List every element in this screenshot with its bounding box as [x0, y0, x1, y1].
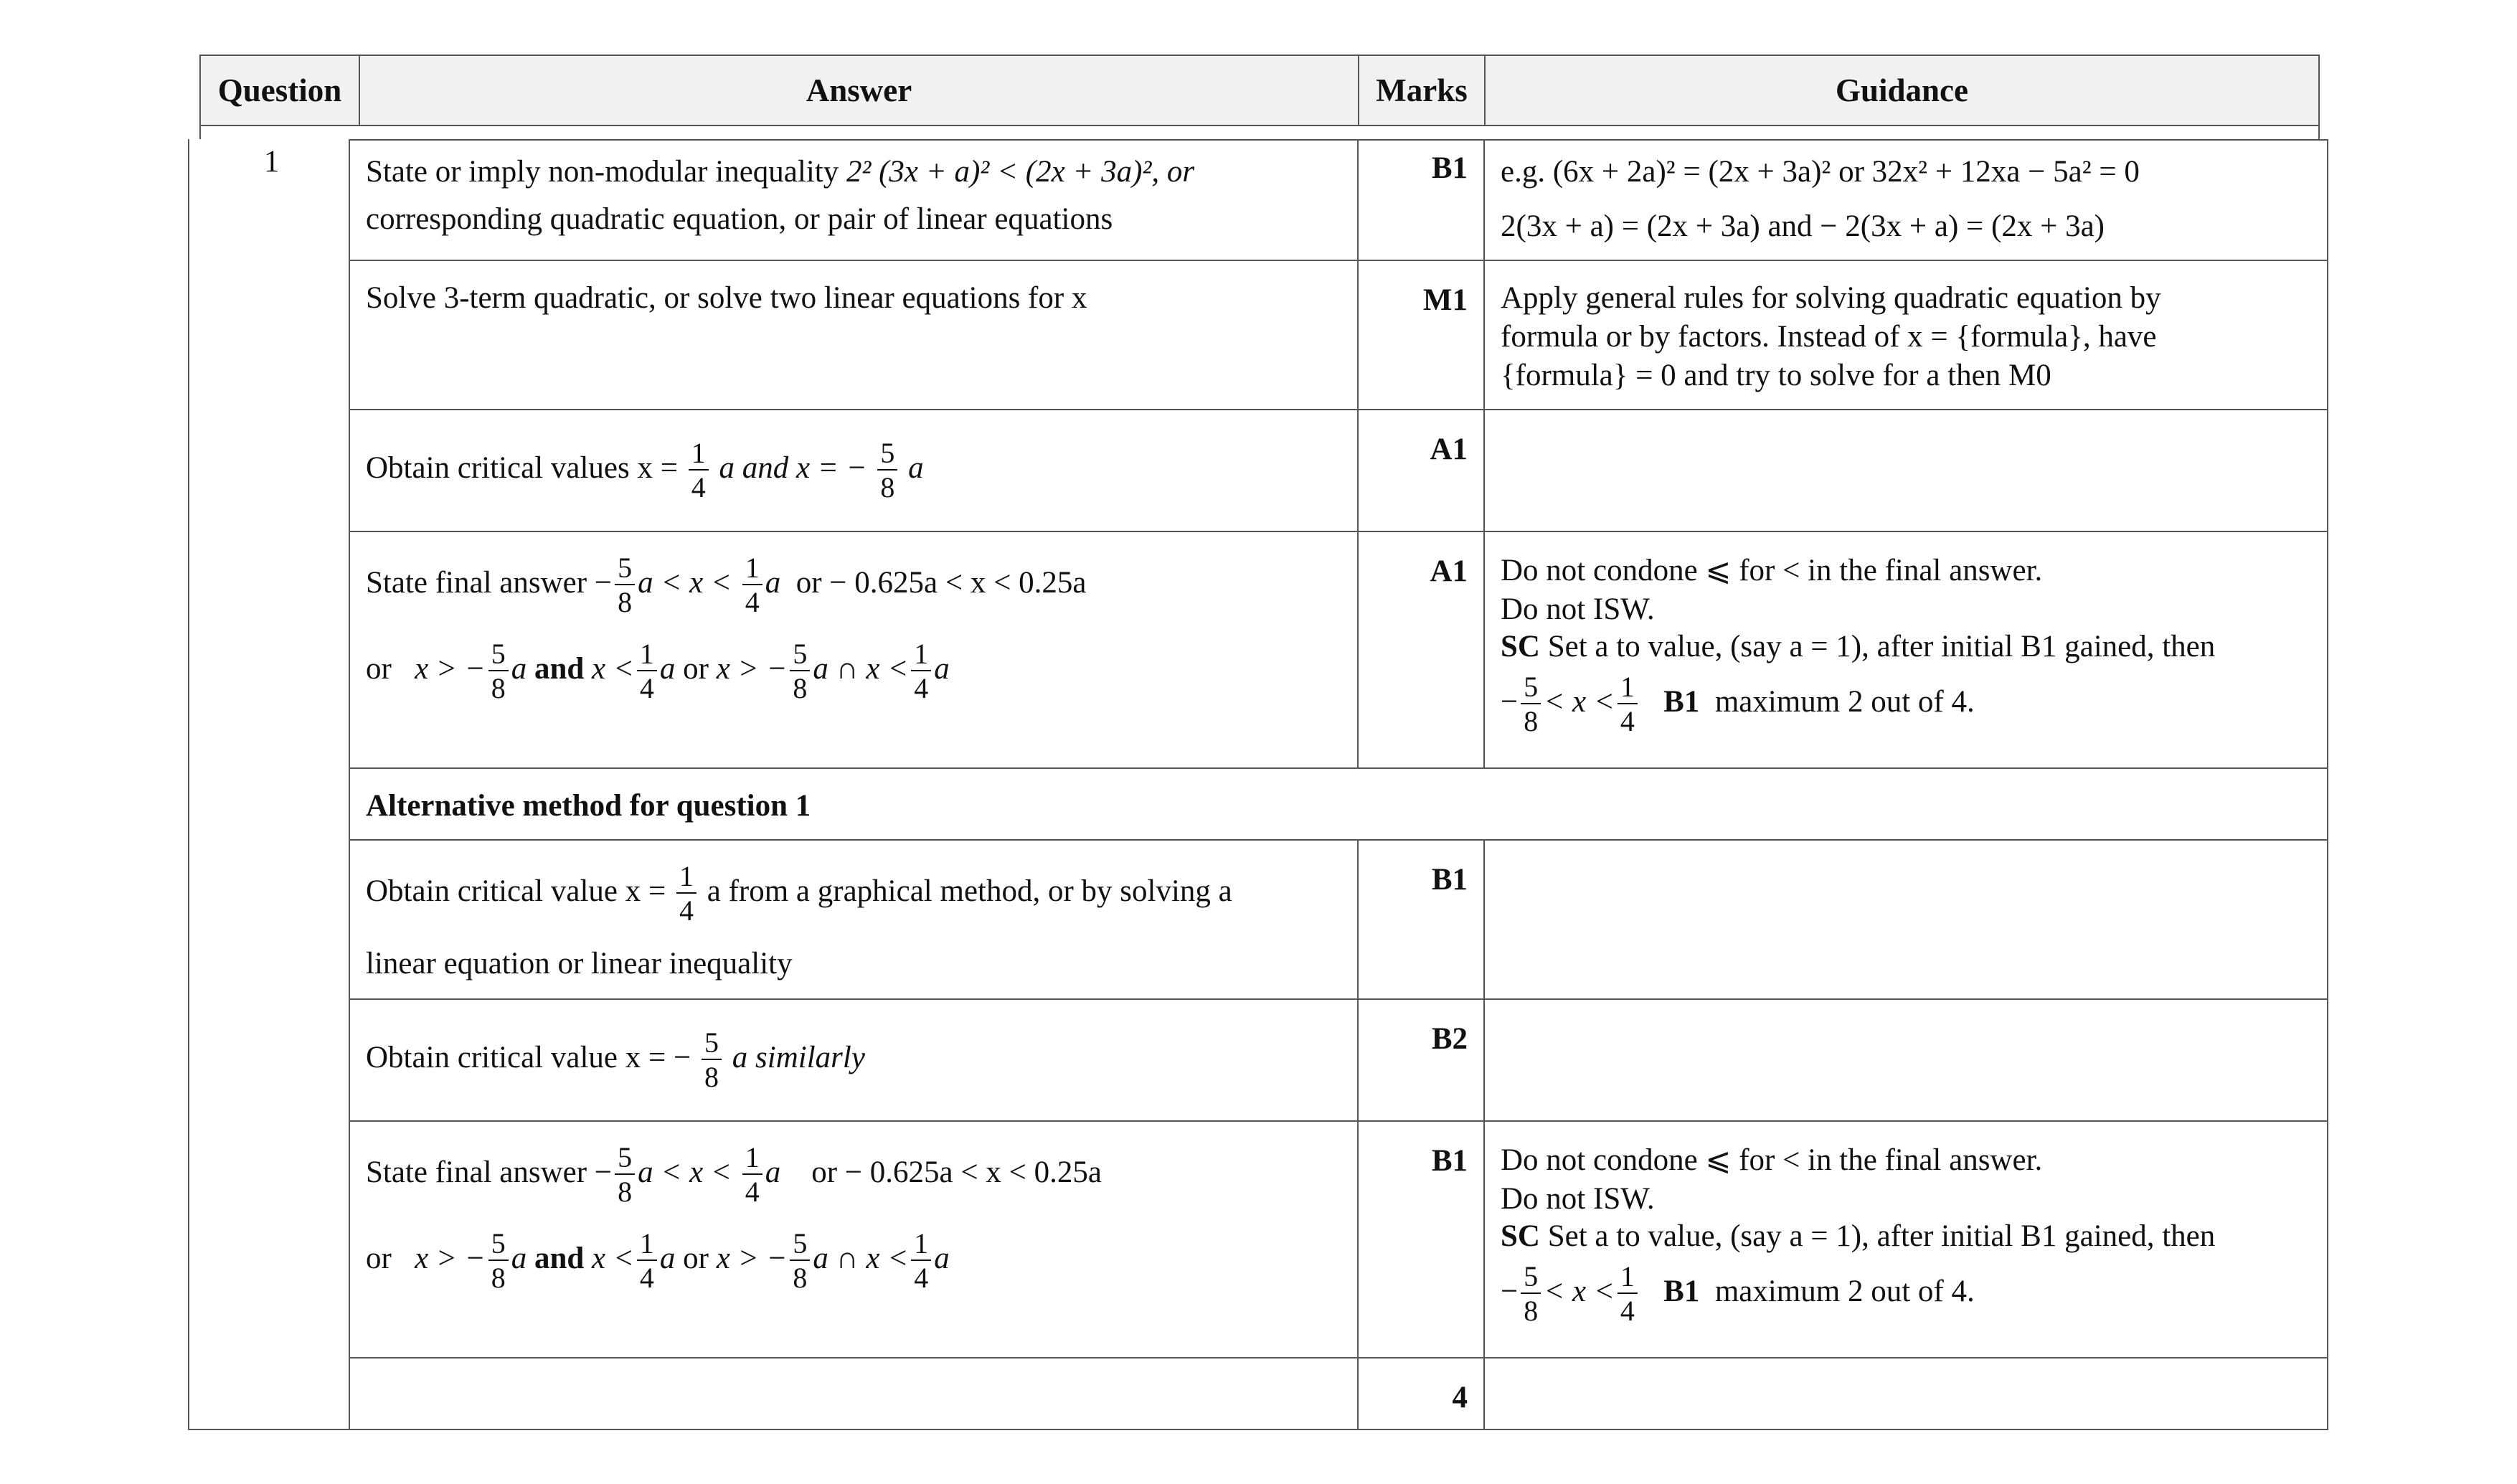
row-6-answer-suffix: a from a graphical method, or by solving a: [707, 874, 1232, 908]
frac-den: 4: [914, 672, 929, 704]
frac-num: 5: [488, 1229, 509, 1261]
fraction: [1521, 1262, 1541, 1325]
row-2-answer-line1: Solve 3-term quadratic, or solve two linear equations for x: [366, 281, 1087, 315]
math-text: < x <: [1544, 1274, 1615, 1308]
frac-den: 4: [1620, 705, 1635, 737]
word-or: or: [366, 1241, 392, 1275]
question-column: [188, 139, 350, 1430]
row-6-answer: [349, 839, 1359, 1000]
fraction: [637, 1229, 657, 1292]
frac-num: 1: [689, 439, 709, 471]
sc-label: SC: [1501, 630, 1540, 663]
frac-num: 5: [615, 1143, 635, 1175]
frac-den: 8: [491, 672, 506, 704]
frac-den: 4: [691, 471, 706, 504]
row-2-guidance-line3: {formula} = 0 and try to solve for a then M0: [1501, 359, 2051, 392]
fraction: [911, 1229, 931, 1292]
row-8-answer: [349, 1120, 1359, 1358]
row-8-mark: B1: [1431, 1144, 1468, 1178]
row-1-guidance-line2: 2(3x + a) = (2x + 3a) and − 2(3x + a) = (2x + 3a): [1501, 209, 2105, 243]
math-text: a: [659, 651, 676, 686]
sc-label: SC: [1501, 1219, 1540, 1253]
word-cap: ∩: [836, 651, 859, 686]
total-answer: [349, 1357, 1359, 1430]
frac-den: 8: [793, 1262, 808, 1294]
row-4-guidance: [1483, 531, 2328, 769]
fraction: [742, 554, 762, 617]
row-3-answer-text: [366, 439, 924, 502]
fraction: [1618, 673, 1638, 736]
frac-den: 8: [704, 1061, 719, 1093]
row-8-guidance-line2: Do not ISW.: [1501, 1182, 1655, 1216]
fraction: [488, 1229, 509, 1292]
sc-text: Set a to value, (say a = 1), after initial B1 gained, then: [1547, 630, 2216, 663]
frac-num: 5: [790, 1229, 810, 1261]
header-bottom-rule: [199, 125, 2320, 139]
row-3-answer-end: a: [908, 450, 924, 485]
frac-num: 1: [637, 640, 657, 671]
frac-num: 5: [1521, 673, 1541, 704]
row-1-guidance: [1483, 139, 2328, 261]
frac-den: 8: [1524, 705, 1539, 737]
row-8-guidance-line4: − $\frac{5}{8}$ < x < $\frac{1}{4}$ B1 maximum 2 out of 4.: [1501, 1260, 1975, 1327]
word-or: or: [683, 1241, 709, 1275]
b1-label: B1: [1663, 684, 1700, 719]
row-8-answer-prefix: State final answer −: [366, 1155, 613, 1189]
fraction: [790, 640, 810, 703]
header-question-label: Question: [217, 72, 342, 108]
fraction: [615, 554, 635, 617]
fraction: [676, 862, 696, 925]
frac-num: 5: [877, 439, 897, 471]
frac-den: 4: [639, 1262, 654, 1294]
fraction: [1521, 673, 1541, 736]
frac-den: 4: [1620, 1295, 1635, 1327]
fraction-one-quarter: [689, 439, 709, 502]
row-8-guidance-line1: Do not condone ⩽ for < in the final answer.: [1501, 1143, 2043, 1177]
row-4-answer-line2: [366, 640, 950, 703]
frac-num: 1: [676, 862, 696, 894]
row-8-answer-or: or − 0.625a < x < 0.25a: [811, 1155, 1102, 1189]
fraction-five-eighths: [877, 439, 897, 502]
math-text: a: [659, 1241, 676, 1275]
fraction: [702, 1026, 722, 1093]
row-4-guidance-line4: − $\frac{5}{8}$ < x < $\frac{1}{4}$ B1 maximum 2 out of 4.: [1501, 671, 1975, 737]
row-8-marks: [1357, 1120, 1485, 1358]
frac-num: 1: [1618, 1262, 1638, 1294]
math-text: x <: [866, 651, 909, 686]
total-guidance: [1483, 1357, 2328, 1430]
row-4-mark: A1: [1430, 554, 1468, 588]
row-1-guidance-line1: e.g. (6x + 2a)² = (2x + 3a)² or 32x² + 12xa − 5a² = 0: [1501, 155, 2140, 189]
sc-text: Set a to value, (say a = 1), after initial B1 gained, then: [1547, 1219, 2216, 1253]
row-4-guidance-line3: [1501, 631, 2215, 662]
total-mark: 4: [1452, 1381, 1468, 1414]
header-marks: [1358, 55, 1486, 126]
fraction: [742, 1143, 762, 1206]
frac-num: 5: [790, 640, 810, 671]
row-4-marks: [1357, 531, 1485, 769]
row-3-answer-prefix: Obtain critical values x =: [366, 450, 678, 485]
row-4-guidance-line1: Do not condone ⩽ for < in the final answer.: [1501, 554, 2043, 587]
frac-num: 1: [911, 640, 931, 671]
math-text: x > −: [415, 651, 486, 686]
row-4-answer-or: or − 0.625a < x < 0.25a: [795, 565, 1087, 600]
math-text: x > −: [716, 651, 788, 686]
row-6-marks: [1357, 839, 1485, 1000]
row-4-guidance-line2: Do not ISW.: [1501, 592, 1655, 626]
frac-den: 4: [745, 1176, 760, 1208]
math-text: a < x <: [638, 1155, 740, 1189]
b1-text: maximum 2 out of 4.: [1714, 1274, 1975, 1308]
row-7-marks: [1357, 998, 1485, 1122]
row-6-mark: B1: [1431, 863, 1468, 897]
frac-num: 1: [742, 1143, 762, 1175]
row-2-marks: [1357, 260, 1485, 410]
frac-den: 8: [1524, 1295, 1539, 1327]
total-marks: [1357, 1357, 1485, 1430]
row-7-answer-suffix: a similarly: [732, 1040, 865, 1074]
frac-den: 4: [914, 1262, 929, 1294]
row-2-mark: M1: [1422, 283, 1468, 317]
row-6-answer-prefix: Obtain critical value x =: [366, 874, 666, 908]
math-text: a: [813, 1241, 828, 1275]
b1-text: maximum 2 out of 4.: [1714, 684, 1975, 719]
frac-den: 4: [679, 894, 694, 927]
fraction: [1618, 1262, 1638, 1325]
row-1-answer-text: [366, 156, 1194, 187]
math-text: a: [813, 651, 828, 686]
row-8-answer-line2: [366, 1229, 950, 1292]
row-3-marks: [1357, 409, 1485, 532]
question-number: 1: [264, 145, 280, 179]
row-6-answer-line2: linear equation or linear inequality: [366, 947, 793, 980]
row-3-answer-mid: a and x = −: [719, 450, 867, 485]
fraction: [615, 1143, 635, 1206]
row-1-answer: [349, 139, 1359, 261]
row-7-guidance: [1483, 998, 2328, 1122]
frac-num: 5: [615, 554, 635, 585]
math-text: x <: [592, 1241, 634, 1275]
frac-den: 4: [745, 586, 760, 618]
row-1-mark: B1: [1431, 151, 1468, 185]
row-2-guidance: [1483, 260, 2328, 410]
word-or: or: [366, 651, 392, 686]
math-text: x <: [592, 651, 634, 686]
frac-num: 1: [637, 1229, 657, 1261]
frac-den: 4: [639, 672, 654, 704]
frac-den: 8: [618, 586, 633, 618]
row-3-guidance: [1483, 409, 2328, 532]
b1-label: B1: [1663, 1274, 1700, 1308]
fraction: [488, 640, 509, 703]
row-1-marks: [1357, 139, 1485, 261]
header-guidance-label: Guidance: [1835, 72, 1969, 108]
word-or: or: [683, 651, 709, 686]
math-text: < x <: [1544, 684, 1615, 719]
frac-num: 5: [1521, 1262, 1541, 1294]
word-cap: ∩: [836, 1241, 859, 1275]
fraction: [637, 640, 657, 703]
row-2-guidance-line1: Apply general rules for solving quadratic equation by: [1501, 281, 2161, 315]
header-answer: [359, 55, 1359, 126]
row-4-answer-text: [366, 554, 1086, 617]
math-text: a: [934, 1241, 950, 1275]
row-1-answer-math: 2² (3x + a)² < (2x + 3a)², or: [846, 155, 1195, 189]
math-text: x <: [866, 1241, 909, 1275]
frac-den: 8: [618, 1176, 633, 1208]
word-and: and: [534, 1241, 585, 1275]
fraction: [790, 1229, 810, 1292]
frac-num: 5: [702, 1029, 722, 1060]
math-text: a: [511, 1241, 527, 1275]
row-7-mark: B2: [1431, 1022, 1468, 1056]
row-7-answer: [349, 998, 1359, 1122]
row-8-answer-text: [366, 1143, 1102, 1206]
row-3-mark: A1: [1430, 433, 1468, 466]
row-6-guidance: [1483, 839, 2328, 1000]
alt-method-heading-row: [349, 767, 2328, 841]
row-8-guidance: [1483, 1120, 2328, 1358]
alt-method-heading: Alternative method for question 1: [366, 789, 811, 823]
frac-den: 8: [793, 672, 808, 704]
math-text: a < x <: [638, 565, 740, 600]
row-4-answer: [349, 531, 1359, 769]
word-and: and: [534, 651, 585, 686]
row-1-answer-line1: State or imply non-modular inequality: [366, 155, 839, 189]
row-3-answer: [349, 409, 1359, 532]
header-guidance: [1484, 55, 2320, 126]
row-2-guidance-line2: formula or by factors. Instead of x = {formula}, have: [1501, 320, 2157, 354]
frac-num: 1: [911, 1229, 931, 1261]
math-text: a: [765, 1155, 781, 1189]
math-text: x > −: [415, 1241, 486, 1275]
math-text: a: [511, 651, 527, 686]
row-6-answer-text: [366, 862, 1232, 925]
math-text: x > −: [716, 1241, 788, 1275]
frac-num: 5: [488, 640, 509, 671]
frac-num: 1: [742, 554, 762, 585]
row-2-answer: [349, 260, 1359, 410]
row-8-guidance-line3: [1501, 1221, 2215, 1252]
header-question: [199, 55, 360, 126]
row-7-answer-text: [366, 1026, 865, 1093]
header-marks-label: Marks: [1376, 72, 1468, 108]
row-7-answer-prefix: Obtain critical value x = −: [366, 1040, 691, 1074]
row-1-answer-line2: corresponding quadratic equation, or pair of linear equations: [366, 202, 1113, 236]
math-text: a: [934, 651, 950, 686]
header-answer-label: Answer: [806, 72, 912, 108]
row-4-answer-prefix: State final answer −: [366, 565, 613, 600]
math-text: a: [765, 565, 781, 600]
fraction: [911, 640, 931, 703]
frac-den: 8: [491, 1262, 506, 1294]
frac-num: 1: [1618, 673, 1638, 704]
frac-den: 8: [880, 471, 895, 504]
